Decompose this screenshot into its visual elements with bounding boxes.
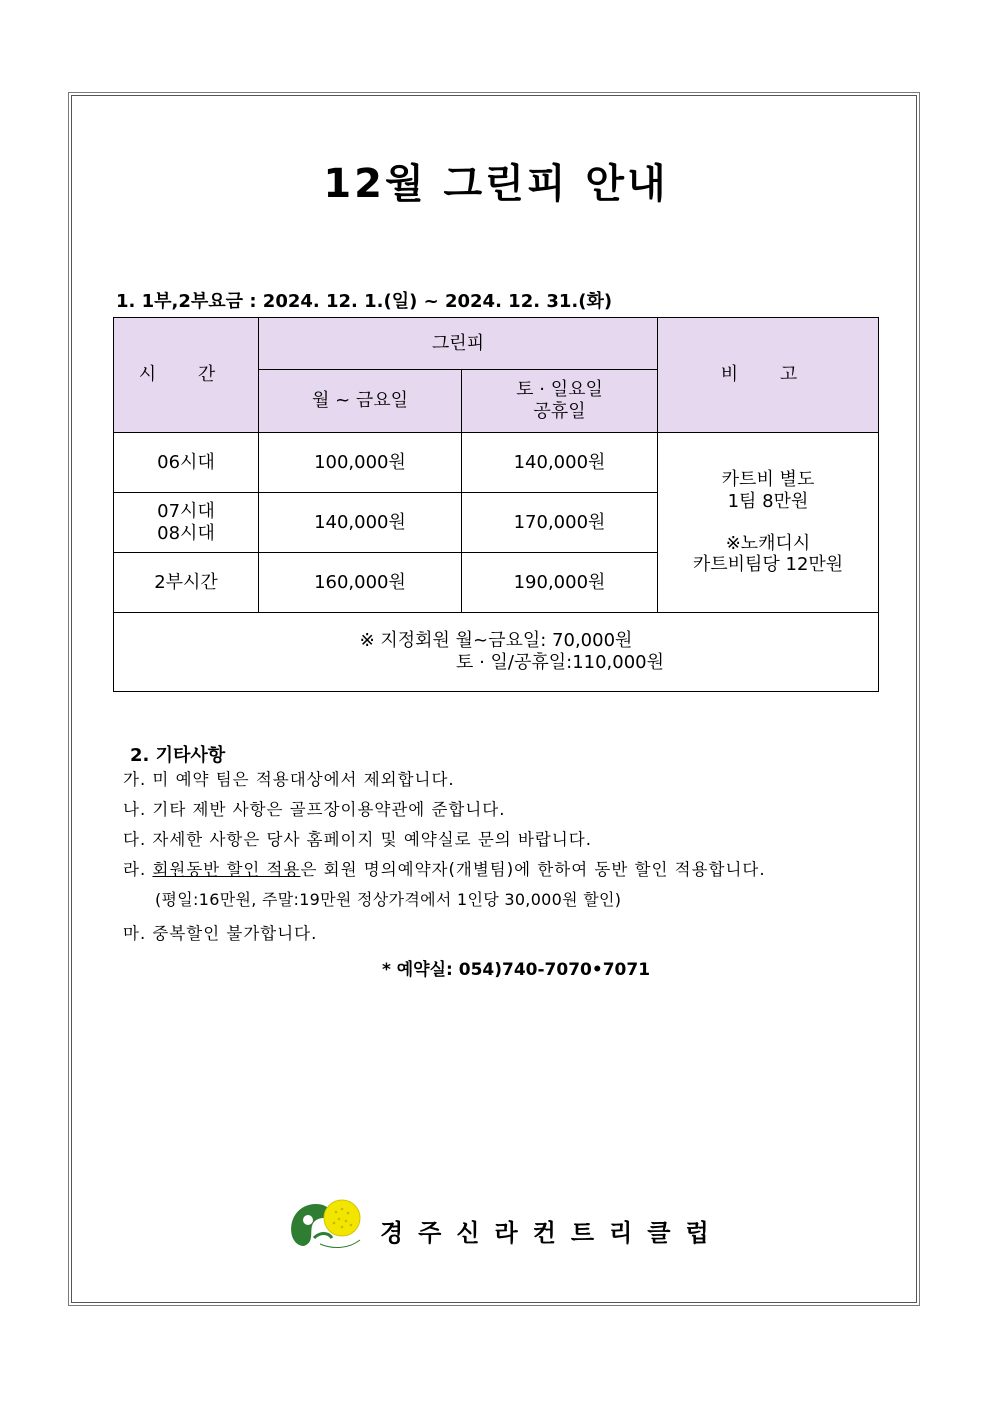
header-time: 시 간 [114, 318, 259, 433]
section1-heading: 1. 1부,2부요금 : 2024. 12. 1.(일) ~ 2024. 12. 31.(화) [116, 291, 613, 312]
header-greenfee: 그린피 [259, 318, 658, 370]
note-cell: 카트비 별도 1팀 8만원 ※노캐디시 카트비팀당 12만원 [658, 433, 879, 613]
club-name: 경주신라컨트리클럽 [380, 1219, 724, 1247]
row-weekday-fee: 160,000원 [259, 553, 462, 613]
row-weekend-fee: 140,000원 [462, 433, 658, 493]
list-item-sub: (평일:16만원, 주말:19만원 정상가격에서 1인당 30,000원 할인) [155, 890, 622, 909]
reservation-contact: * 예약실: 054)740-7070•7071 [381, 960, 651, 980]
list-item: 가. 미 예약 팀은 적용대상에서 제외합니다. [123, 770, 455, 789]
row-time: 2부시간 [114, 553, 259, 613]
greenfee-table [113, 317, 879, 692]
row-weekday-fee: 100,000원 [259, 433, 462, 493]
header-weekday: 월 ~ 금요일 [259, 370, 462, 433]
header-weekend: 토 · 일요일 공휴일 [462, 370, 658, 433]
row-time: 06시대 [114, 433, 259, 493]
list-item: 다. 자세한 사항은 당사 홈페이지 및 예약실로 문의 바랍니다. [123, 830, 592, 849]
list-item: 나. 기타 제반 사항은 골프장이용약관에 준합니다. [123, 800, 506, 819]
row-weekend-fee: 190,000원 [462, 553, 658, 613]
notes-list [123, 766, 913, 950]
row-weekday-fee: 140,000원 [259, 493, 462, 553]
golf-club-logo-icon [284, 1196, 380, 1252]
list-item: 라. 회원동반 할인 적용은 회원 명의예약자(개별팀)에 한하여 동반 할인 적용합니다. [123, 860, 766, 879]
page-title: 12월 그린피 안내 [323, 161, 669, 207]
member-fee-note: ※ 지정회원 월~금요일: 70,000원 토 · 일/공휴일:110,000원 [114, 613, 879, 692]
row-weekend-fee: 170,000원 [462, 493, 658, 553]
list-item: 마. 중복할인 불가합니다. [123, 924, 318, 943]
header-note: 비 고 [658, 318, 879, 433]
section2-heading: 2. 기타사항 [130, 745, 226, 766]
page-border-inner [71, 95, 917, 1303]
row-time: 07시대 08시대 [114, 493, 259, 553]
table-row [114, 433, 879, 493]
